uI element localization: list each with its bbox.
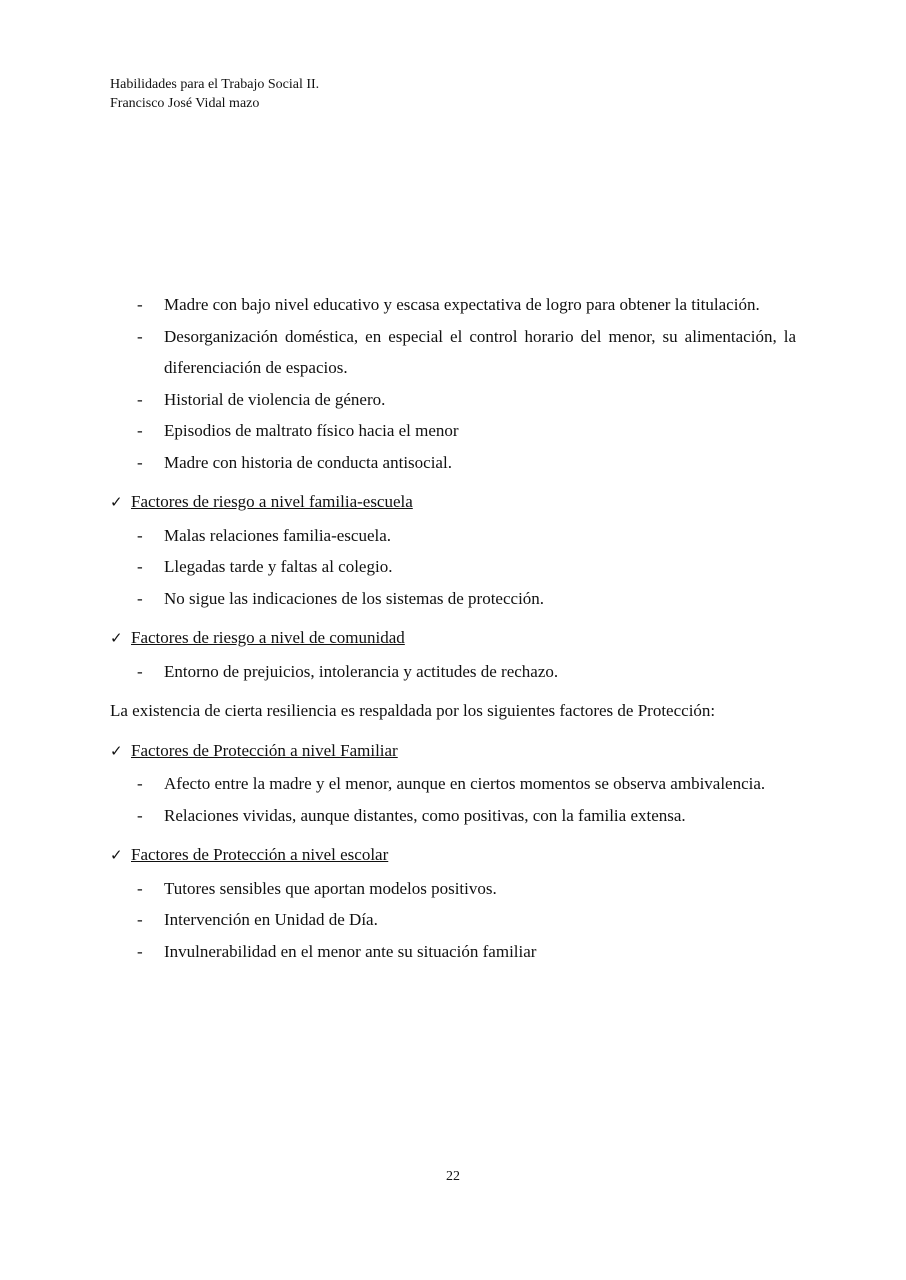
list-item: - Llegadas tarde y faltas al colegio.: [110, 551, 796, 583]
page-body: [110, 289, 796, 967]
dash-icon: -: [137, 525, 143, 545]
protection-intro-paragraph: La existencia de cierta resiliencia es respaldada por los siguientes factores de Protección:: [110, 701, 716, 720]
section-heading-community-risk: ✓ Factores de riesgo a nivel de comunidad: [110, 622, 796, 656]
dash-icon: -: [137, 421, 143, 440]
header-author: Francisco José Vidal mazo: [110, 96, 260, 111]
list-item: - Madre con historia de conducta antisocial.: [110, 447, 796, 479]
list-item: - Madre con bajo nivel educativo y escasa expectativa de logro para obtener la titulación.: [110, 289, 796, 321]
section-heading-school-protection: ✓ Factores de Protección a nivel escolar: [110, 839, 796, 873]
list-item: - No sigue las indicaciones de los sistemas de protección.: [110, 583, 796, 615]
dash-icon: -: [137, 941, 143, 961]
page-header: [110, 75, 319, 113]
dash-icon: -: [137, 452, 143, 472]
dash-icon: -: [137, 910, 143, 929]
list-item: - Desorganización doméstica, en especial el control horario del menor, su alimentación, la diferenciación de espacios.: [110, 321, 796, 384]
dash-icon: -: [137, 326, 143, 346]
list-item: - Afecto entre la madre y el menor, aunque en ciertos momentos se observa ambivalencia.: [110, 768, 796, 800]
dash-icon: -: [137, 661, 143, 681]
page-number: 22: [446, 1169, 460, 1184]
list-item: - Intervención en Unidad de Día.: [110, 904, 796, 936]
dash-icon: -: [137, 805, 143, 825]
intro-list: [110, 289, 796, 478]
header-title: Habilidades para el Trabajo Social II.: [110, 77, 320, 92]
dash-icon: -: [137, 295, 143, 314]
checkmark-icon: ✓: [110, 848, 123, 864]
dash-icon: -: [137, 557, 143, 576]
list-item: - Malas relaciones familia-escuela.: [110, 520, 796, 552]
list-item: - Tutores sensibles que aportan modelos positivos.: [110, 873, 796, 905]
dash-icon: -: [137, 389, 143, 409]
list-item: - Episodios de maltrato físico hacia el menor: [110, 415, 796, 447]
list-item: - Relaciones vividas, aunque distantes, como positivas, con la familia extensa.: [110, 800, 796, 832]
section-heading-family-school-risk: ✓ Factores de riesgo a nivel familia-escuela: [110, 486, 796, 520]
checkmark-icon: ✓: [110, 631, 123, 647]
dash-icon: -: [137, 878, 143, 898]
checkmark-icon: ✓: [110, 743, 123, 760]
list-item: - Historial de violencia de género.: [110, 384, 796, 416]
section-heading-family-protection: ✓ Factores de Protección a nivel Familiar: [110, 735, 796, 769]
checkmark-icon: ✓: [110, 495, 123, 511]
dash-icon: -: [137, 774, 143, 793]
list-item: - Invulnerabilidad en el menor ante su situación familiar: [110, 936, 796, 968]
list-item: - Entorno de prejuicios, intolerancia y actitudes de rechazo.: [110, 656, 796, 688]
dash-icon: -: [137, 588, 143, 608]
